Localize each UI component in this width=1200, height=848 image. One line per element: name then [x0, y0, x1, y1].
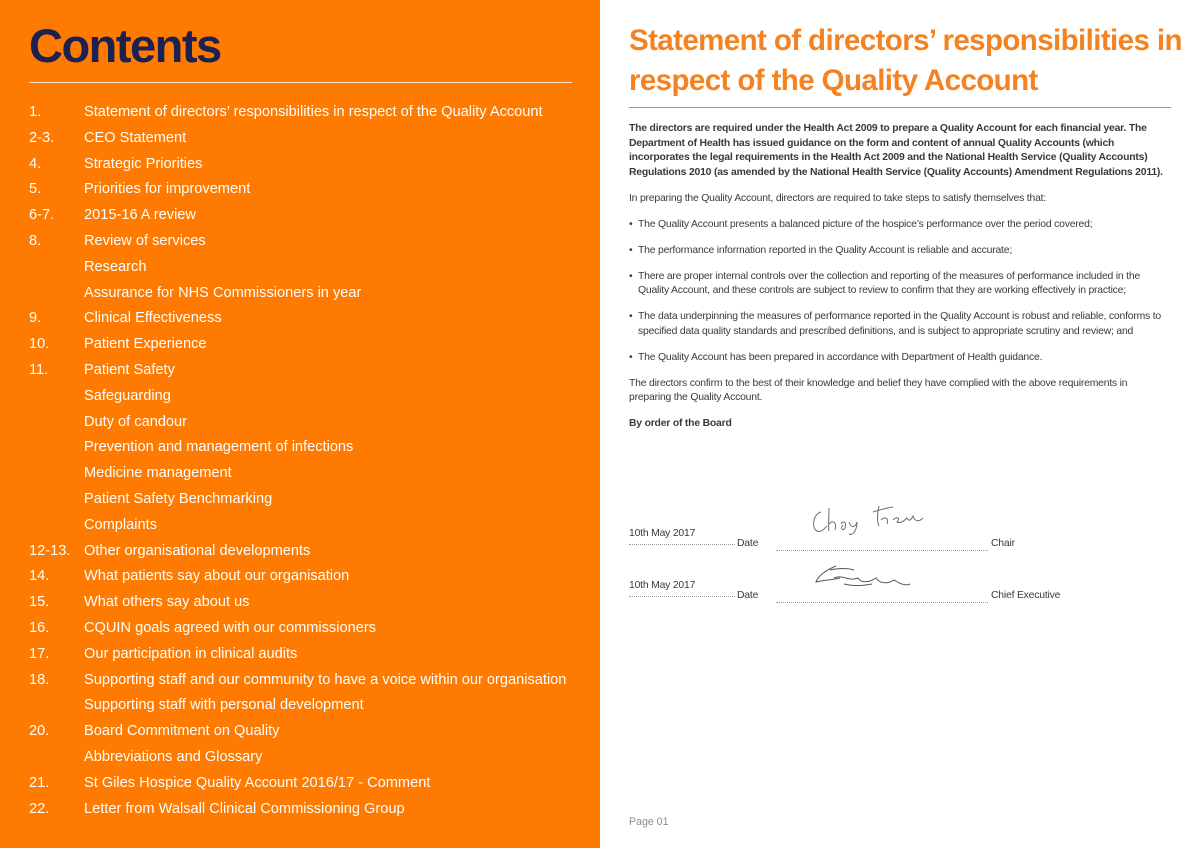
toc-item[interactable]	[29, 204, 566, 230]
toc-item-label: CQUIN goals agreed with our commissioners	[84, 619, 376, 636]
list-item	[629, 218, 1169, 233]
confirm-paragraph: The directors confirm to the best of their knowledge and belief they have complied with the above requirements in preparing the Quality Account.	[629, 377, 1128, 404]
toc-item-number: 17.	[29, 645, 50, 662]
date-line	[629, 544, 735, 545]
toc-item-label: Board Commitment on Quality	[84, 723, 280, 740]
toc-item[interactable]	[29, 488, 566, 514]
toc-item-label: Supporting staff with personal development	[84, 697, 364, 714]
toc-item[interactable]	[29, 694, 566, 720]
toc-item[interactable]	[29, 256, 566, 282]
toc-item-number	[29, 488, 84, 514]
toc-item-number: 4.	[29, 155, 42, 172]
toc-item[interactable]	[29, 720, 566, 746]
toc-item-label: Review of services	[84, 232, 206, 249]
toc-item[interactable]	[29, 591, 566, 617]
list-item-text: The Quality Account has been prepared in accordance with Department of Health guidance.	[638, 351, 1043, 363]
table-of-contents	[29, 101, 566, 823]
signature-date: 10th May 2017	[629, 528, 696, 539]
toc-item[interactable]	[29, 411, 566, 437]
toc-item[interactable]	[29, 385, 566, 411]
date-label: Date	[737, 590, 759, 601]
toc-item-number: 2-3.	[29, 129, 55, 146]
chair-signature-icon	[807, 498, 932, 538]
toc-item[interactable]	[29, 798, 566, 824]
toc-item-number: 16.	[29, 619, 50, 636]
page-number: Page 01	[629, 816, 669, 828]
bullet-icon: •	[629, 351, 633, 363]
toc-item-number	[29, 436, 84, 462]
toc-item-number: 10.	[29, 336, 50, 353]
toc-item-label: Priorities for improvement	[84, 181, 251, 198]
toc-item[interactable]	[29, 333, 566, 359]
toc-item[interactable]	[29, 772, 566, 798]
date-line	[629, 596, 735, 597]
toc-item-label: Abbreviations and Glossary	[84, 748, 263, 765]
toc-item-label: Safeguarding	[84, 387, 171, 404]
toc-item[interactable]	[29, 178, 566, 204]
toc-item[interactable]	[29, 101, 566, 127]
toc-item[interactable]	[29, 127, 566, 153]
toc-item-number: 6-7.	[29, 207, 55, 224]
toc-item-number: 1.	[29, 104, 42, 120]
list-item-text: The Quality Account presents a balanced picture of the hospice’s performance over the period covered;	[638, 218, 1093, 230]
bullet-icon: •	[629, 270, 633, 282]
toc-item-label: Prevention and management of infections	[84, 439, 354, 456]
statement-title: Statement of directors’ responsibilities in respect of the Quality Account	[629, 24, 1182, 97]
list-item	[629, 351, 1169, 366]
toc-item[interactable]	[29, 230, 566, 256]
toc-item[interactable]	[29, 643, 566, 669]
list-item-text: There are proper internal controls over the collection and reporting of the measures of performance included in the Quality Account, and these controls are subject to review to confirm that they are working effectively in practice;	[638, 270, 1141, 297]
toc-item-number	[29, 746, 84, 772]
date-label: Date	[737, 538, 759, 549]
toc-item[interactable]	[29, 746, 566, 772]
chief-executive-signature-icon	[814, 564, 914, 592]
toc-item[interactable]	[29, 436, 566, 462]
toc-item-label: What patients say about our organisation	[84, 568, 350, 585]
statement-body	[629, 122, 1169, 443]
bullet-icon: •	[629, 311, 633, 323]
toc-item-number	[29, 694, 84, 720]
toc-item[interactable]	[29, 669, 566, 695]
list-item-text: The performance information reported in the Quality Account is reliable and accurate;	[638, 244, 1013, 256]
toc-item[interactable]	[29, 514, 566, 540]
toc-item-label: Complaints	[84, 516, 157, 533]
toc-item[interactable]	[29, 282, 566, 308]
toc-item-number	[29, 282, 84, 308]
toc-item-number: 14.	[29, 568, 50, 585]
bullet-icon: •	[629, 218, 633, 230]
toc-item[interactable]	[29, 307, 566, 333]
toc-item-number: 8.	[29, 232, 42, 249]
requirements-list	[629, 218, 1169, 366]
toc-item-label: Duty of candour	[84, 413, 188, 430]
contents-divider	[29, 82, 572, 83]
toc-item-number	[29, 514, 84, 540]
statement-panel	[600, 0, 1200, 848]
toc-item-number: 5.	[29, 181, 42, 198]
intro-paragraph: In preparing the Quality Account, directors are required to take steps to satisfy themselves that:	[629, 192, 1047, 204]
signature-line	[776, 550, 988, 551]
toc-item-label: Our participation in clinical audits	[84, 645, 298, 662]
toc-item-number: 21.	[29, 774, 50, 791]
toc-item-number: 15.	[29, 594, 50, 611]
toc-item-label: St Giles Hospice Quality Account 2016/17 - Comment	[84, 774, 431, 791]
signature-row-chief-executive	[629, 580, 1174, 608]
toc-item-label: Clinical Effectiveness	[84, 310, 222, 327]
toc-item-number	[29, 411, 84, 437]
toc-item-label: Patient Safety	[84, 361, 175, 378]
toc-item-number	[29, 385, 84, 411]
toc-item-label: Other organisational developments	[84, 542, 311, 559]
toc-item-label: Assurance for NHS Commissioners in year	[84, 284, 362, 301]
lead-paragraph: The directors are required under the Health Act 2009 to prepare a Quality Account for each financial year. The Department of Health has issued guidance on the form and content of annual Quality Accounts (which incorporates the legal requirements in the Health Act 2009 and the National Health Service (Quality Accounts) Regulations 2010 (as amended by the National Health Service (Quality Accounts) Amendment Regulations 2011).	[629, 123, 1163, 178]
bullet-icon: •	[629, 244, 633, 256]
toc-item[interactable]	[29, 359, 566, 385]
toc-item-number: 18.	[29, 671, 50, 688]
toc-item-number: 20.	[29, 723, 50, 740]
board-line: By order of the Board	[629, 418, 732, 430]
list-item	[629, 244, 1169, 259]
toc-item-number	[29, 256, 84, 282]
toc-item[interactable]	[29, 540, 566, 566]
toc-item[interactable]	[29, 617, 566, 643]
contents-title: Contents	[29, 19, 221, 72]
toc-item-label: What others say about us	[84, 594, 250, 611]
list-item-text: The data underpinning the measures of performance reported in the Quality Account is robust and reliable, conforms to specified data quality standards and prescribed definitions, and is subject to appropriate scrutiny and review; and	[638, 311, 1161, 337]
list-item	[629, 310, 1169, 339]
signature-date: 10th May 2017	[629, 580, 696, 591]
toc-item-number	[29, 462, 84, 488]
toc-item-number: 9.	[29, 310, 42, 327]
signature-line	[776, 602, 988, 603]
toc-item-label: Letter from Walsall Clinical Commissioning Group	[84, 800, 405, 817]
toc-item[interactable]	[29, 153, 566, 179]
signatory-role: Chief Executive	[991, 590, 1061, 601]
signature-row-chair	[629, 528, 1174, 556]
toc-item-label: Supporting staff and our community to have a voice within our organisation	[84, 671, 567, 688]
toc-item-label: 2015-16 A review	[84, 207, 196, 224]
toc-item-number: 22.	[29, 800, 50, 817]
toc-item[interactable]	[29, 565, 566, 591]
toc-item-label: Patient Safety Benchmarking	[84, 490, 273, 507]
toc-item-label: CEO Statement	[84, 129, 187, 146]
title-divider	[629, 107, 1171, 108]
toc-item-label: Strategic Priorities	[84, 155, 203, 172]
toc-item-label: Patient Experience	[84, 336, 207, 353]
toc-item[interactable]	[29, 462, 566, 488]
signatory-role: Chair	[991, 538, 1015, 549]
toc-item-label: Research	[84, 258, 147, 275]
list-item	[629, 270, 1169, 299]
toc-item-label: Statement of directors’ responsibilities in respect of the Quality Account	[84, 104, 543, 120]
toc-item-number: 11.	[29, 361, 49, 378]
toc-item-number: 12-13.	[29, 542, 71, 559]
toc-item-label: Medicine management	[84, 465, 232, 482]
